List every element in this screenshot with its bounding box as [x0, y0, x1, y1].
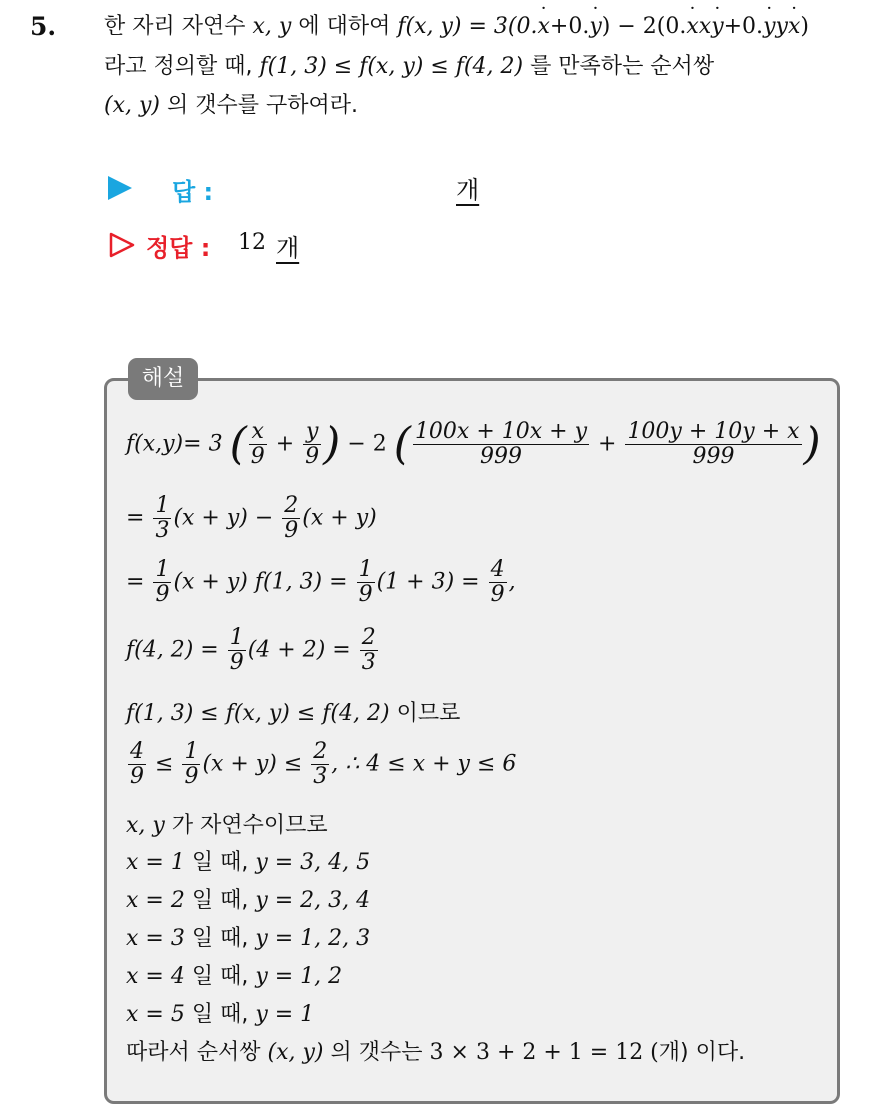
question-number: 5. [30, 12, 57, 41]
fraction: $\frac{2}{9}$ [284, 493, 299, 544]
question-condition: f(1, 3) ≤ f(x, y) ≤ f(4, 2) [259, 54, 524, 79]
solution-math: − 2 [347, 431, 387, 457]
question-formula: ) [800, 14, 809, 39]
question-line-1 [104, 16, 809, 38]
case-line: x = 1 일 때, y = 3, 4, 5 [126, 850, 371, 875]
fraction: $\frac{x}{9}$ [250, 419, 265, 470]
right-paren: ) [323, 418, 341, 470]
fraction: $\frac{1}{9}$ [229, 625, 244, 676]
repeating-digit: y · [763, 16, 775, 38]
solution-line-5: f(1, 3) ≤ f(x, y) ≤ f(4, 2) 이므로 [126, 701, 461, 726]
fraction: $\frac{1}{9}$ [184, 739, 199, 790]
answer-label: 답 : [172, 178, 214, 206]
solution-math: f(x,y)= 3 [126, 431, 223, 457]
solution-line-6: $\frac{4}{9}$ ≤ $\frac{1}{9}$ (x + y) ≤ $\frac{2}{3}$ , ∴ 4 ≤ x + y ≤ 6 [130, 739, 517, 790]
question-formula: f(x, y) = 3(0. [397, 14, 538, 39]
correct-answer-label: 정답 : [146, 234, 211, 262]
question-formula: ) − 2(0. [601, 14, 687, 39]
question-text: 를 만족하는 순서쌍 [530, 54, 715, 79]
fraction: $\frac{2}{3}$ [361, 625, 376, 676]
fraction: $\frac{4}{9}$ [130, 739, 144, 790]
case-line: x = 4 일 때, y = 1, 2 [126, 964, 343, 989]
question-line-3 [104, 95, 358, 117]
play-arrow-icon [108, 176, 132, 200]
solution-line-1: f(x,y)= 3 ( $\frac{x}{9}$ + $\frac{y}{9}$ ) − 2 ( $\frac{100x + 10x + y}{999}$ + $\frac{100y + 10y + x}{999}$ ) [126, 418, 821, 470]
fraction: $\frac{1}{3}$ [155, 493, 170, 544]
question-text: 라고 정의할 때, [104, 54, 253, 79]
solution-line-4: f(4, 2) = $\frac{1}{9}$ (4 + 2) = $\frac{2}{3}$ [126, 625, 376, 676]
correct-answer-unit: 개 [276, 234, 300, 262]
case-line: x = 5 일 때, y = 1 [126, 1002, 315, 1027]
solution-conclusion: 따라서 순서쌍 (x, y) 의 갯수는 3 × 3 + 2 + 1 = 12 (개) 이다. [126, 1040, 746, 1065]
fraction: $\frac{y}{9}$ [305, 419, 320, 470]
left-paren: ( [393, 418, 411, 470]
repeating-digit: y [775, 14, 788, 39]
answer-unit[interactable]: 개 [456, 176, 480, 204]
question-text: 의 갯수를 구하여라. [167, 93, 358, 118]
question-vars: x, y [252, 14, 292, 39]
left-paren: ( [229, 418, 247, 470]
repeating-digit: x · [788, 16, 800, 38]
question-text: 에 대하여 [298, 14, 391, 39]
fraction: $\frac{1}{9}$ [155, 557, 170, 608]
solution-line-2: = $\frac{1}{3}$ (x + y) − $\frac{2}{9}$ (x + y) [126, 493, 377, 544]
question-pair: (x, y) [104, 93, 160, 118]
question-formula: +0. [723, 14, 764, 39]
right-paren: ) [803, 418, 821, 470]
repeating-digit: x [698, 14, 712, 39]
repeating-digit: y · [589, 16, 601, 38]
outline-arrow-icon [108, 231, 136, 259]
repeating-digit: x · [686, 16, 698, 38]
case-line: x = 3 일 때, y = 1, 2, 3 [126, 926, 371, 951]
question-line-2 [104, 56, 714, 78]
fraction: $\frac{100x + 10x + y}{999}$ [414, 419, 588, 470]
solution-tab: 해설 [128, 358, 198, 400]
fraction: $\frac{2}{3}$ [313, 739, 328, 790]
fraction: $\frac{100y + 10y + x}{999}$ [627, 419, 800, 470]
solution-line-3: = $\frac{1}{9}$ (x + y) f(1, 3) = $\frac{1}{9}$ (1 + 3) = $\frac{4}{9}$ , [126, 557, 516, 608]
solution-line-7: x, y 가 자연수이므로 [126, 813, 328, 838]
correct-answer-value: 12 [238, 230, 266, 255]
fraction: $\frac{4}{9}$ [490, 557, 505, 608]
question-formula: +0. [549, 14, 590, 39]
case-line: x = 2 일 때, y = 2, 3, 4 [126, 888, 371, 913]
repeating-digit: y · [711, 16, 723, 38]
fraction: $\frac{1}{9}$ [358, 557, 373, 608]
question-text: 한 자리 자연수 [104, 14, 246, 39]
repeating-digit: x · [537, 16, 549, 38]
